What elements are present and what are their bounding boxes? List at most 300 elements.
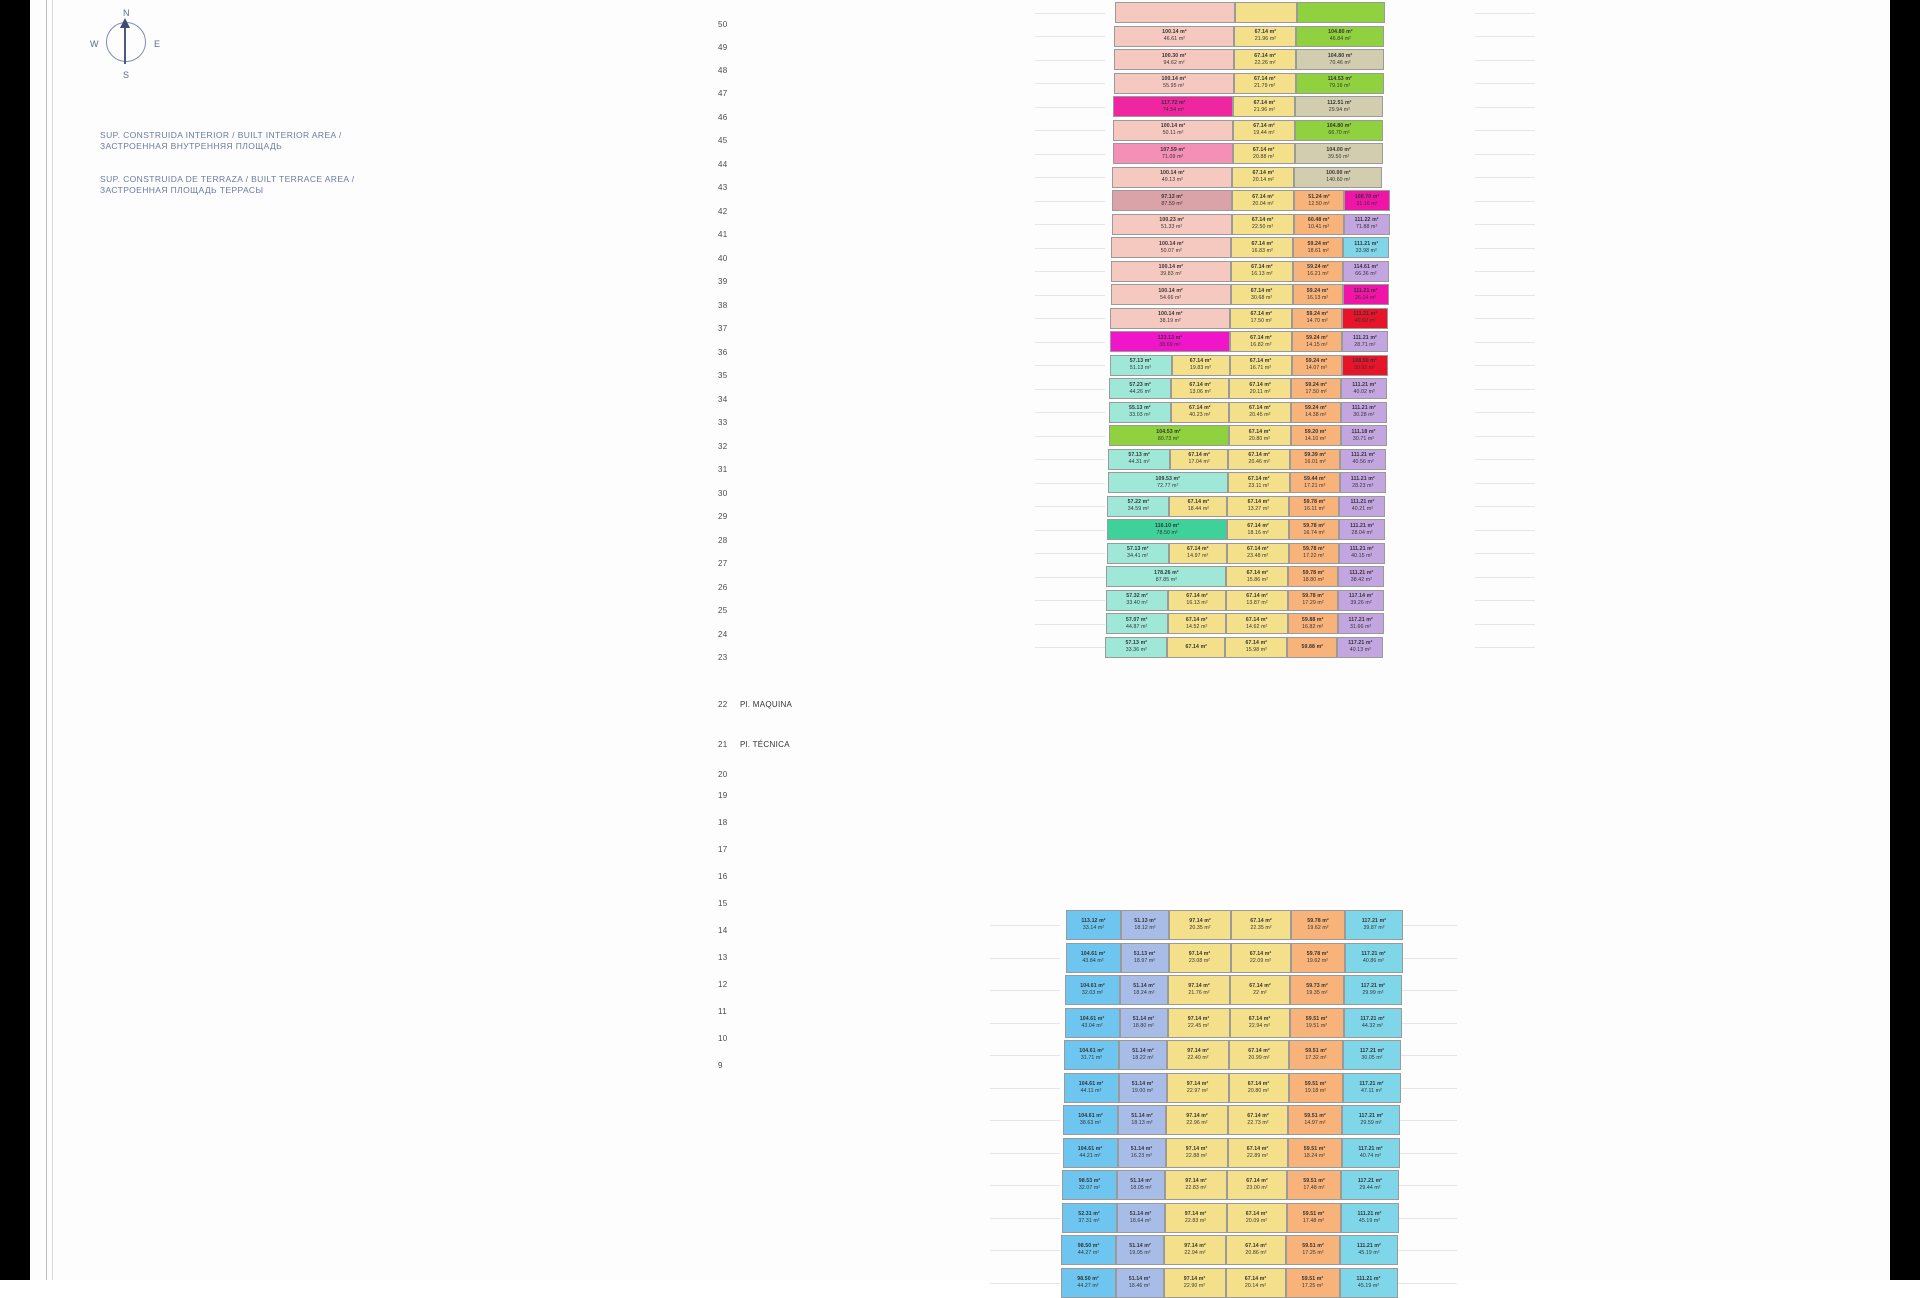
floor-number: 30 <box>718 489 728 498</box>
terrace-area-value: 32.03 m² <box>1081 990 1104 996</box>
interior-area-value: 59.24 m² <box>1305 358 1328 364</box>
unit-area-cell <box>1167 1040 1229 1070</box>
terrace-area-value: 30.68 m² <box>1250 294 1273 301</box>
floor-number: 41 <box>718 230 728 239</box>
interior-area-value: 117.21 m² <box>1361 950 1386 957</box>
interior-area-value: 59.51 m² <box>1304 1080 1327 1087</box>
terrace-area-value: 18.64 m² <box>1129 1217 1152 1224</box>
floor-label <box>718 770 844 779</box>
terrace-area-value: 79.16 m² <box>1329 83 1351 89</box>
floor-label <box>718 1034 844 1043</box>
interior-area-value: 59.73 m² <box>1306 983 1328 989</box>
leader-line <box>1397 1055 1457 1056</box>
terrace-area-value: 33.98 m² <box>1355 247 1377 254</box>
terrace-area-value: 12.50 m² <box>1308 200 1330 207</box>
table-row <box>1066 943 1403 973</box>
unit-area-cell <box>1341 1170 1399 1200</box>
terrace-area-value: 87.59 m² <box>1161 200 1183 207</box>
terrace-area-value: 17.32 m² <box>1305 1055 1327 1061</box>
interior-area-value: 57.07 m² <box>1125 616 1148 623</box>
interior-area-value: 111.21 m² <box>1350 499 1375 505</box>
interior-area-value: 109.53 m² <box>1155 475 1181 482</box>
terrace-area-value: 28.23 m² <box>1352 482 1374 489</box>
interior-area-value: 67.14 m² <box>1253 99 1276 106</box>
terrace-area-value: 34.41 m² <box>1127 553 1149 559</box>
unit-area-cell <box>1227 1203 1287 1233</box>
interior-area-value: 67.14 m² <box>1245 1243 1267 1249</box>
terrace-area-value: 17.22 m² <box>1303 553 1325 559</box>
interior-area-value: 117.14 m² <box>1348 593 1374 599</box>
interior-area-value: 104.61 m² <box>1080 983 1105 989</box>
terrace-area-value: 66.36 m² <box>1355 271 1377 277</box>
unit-area-cell <box>1117 1203 1165 1233</box>
unit-area-cell <box>1116 1235 1164 1265</box>
interior-area-value: 97.14 m² <box>1189 918 1211 924</box>
interior-area-value: 108.70 m² <box>1354 193 1380 200</box>
interior-area-value: 57.23 m² <box>1129 381 1151 388</box>
interior-area-value: 117.21 m² <box>1361 918 1387 924</box>
terrace-area-value: 16.13 m² <box>1251 271 1273 277</box>
interior-area-value: 100.00 m² <box>1326 170 1351 176</box>
terrace-area-value: 45.19 m² <box>1358 1250 1380 1256</box>
unit-area-cell <box>1119 1073 1167 1103</box>
interior-area-value: 67.14 m² <box>1253 123 1275 129</box>
terrace-area-value: 18.24 m² <box>1133 990 1155 996</box>
unit-area-cell <box>1166 1105 1228 1135</box>
terrace-area-value: 22.96 m² <box>1186 1120 1208 1126</box>
compass-label-north: N <box>123 8 130 18</box>
interior-area-value: 57.22 m² <box>1127 499 1150 505</box>
legend-line-terrace-1: SUP. CONSTRUIDA DE TERRAZA / BUILT TERRACE AREA / <box>100 174 355 184</box>
interior-area-value: 111.21 m² <box>1357 1243 1381 1249</box>
unit-area-cell <box>1344 975 1402 1005</box>
interior-area-value: 59.78 m² <box>1302 593 1324 599</box>
interior-area-value: 100.14 m² <box>1160 123 1186 129</box>
interior-area-value: 98.53 m² <box>1078 1178 1101 1184</box>
terrace-area-value: 38.19 m² <box>1159 318 1181 324</box>
interior-area-value: 117.72 m² <box>1161 99 1186 106</box>
terrace-area-value: 72.77 m² <box>1157 482 1179 489</box>
interior-area-value: 104.53 m² <box>1156 428 1181 435</box>
interior-area-value: 67.14 m² <box>1248 452 1270 458</box>
interior-area-value: 100.14 m² <box>1160 170 1185 176</box>
unit-area-cell <box>1344 1008 1402 1038</box>
interior-area-value: 111.21 m² <box>1350 522 1375 529</box>
terrace-area-value: 37.31 m² <box>1078 1217 1100 1224</box>
terrace-area-value: 94.62 m² <box>1163 59 1185 66</box>
interior-area-value: 117.21 m² <box>1360 983 1386 989</box>
leader-line <box>1035 624 1105 625</box>
interior-area-value: 97.14 m² <box>1187 1015 1210 1022</box>
terrace-area-value: 32.07 m² <box>1078 1185 1101 1191</box>
terrace-area-value: 21.76 m² <box>1188 990 1210 996</box>
terrace-area-value: 80.73 m² <box>1157 435 1180 442</box>
unit-area-cell <box>1164 1235 1226 1265</box>
terrace-area-value: 21.79 m² <box>1254 83 1276 89</box>
terrace-area-value: 17.50 m² <box>1305 388 1327 395</box>
terrace-area-value: 51.33 m² <box>1161 224 1183 230</box>
interior-area-value: 67.14 m² <box>1186 593 1208 599</box>
terrace-area-value: 18.97 m² <box>1133 957 1156 964</box>
terrace-area-value: 22 m² <box>1253 990 1267 996</box>
leader-line <box>1397 990 1457 991</box>
terrace-area-value: 40.56 m² <box>1352 459 1374 465</box>
unit-area-cell <box>1341 1203 1399 1233</box>
terrace-area-value: 17.29 m² <box>1302 600 1324 606</box>
interior-area-value: 100.14 m² <box>1157 311 1183 317</box>
terrace-area-value: 13.27 m² <box>1247 506 1270 512</box>
leader-line <box>990 958 1060 959</box>
table-row <box>1061 1268 1398 1298</box>
terrace-area-value: 30.71 m² <box>1352 435 1375 442</box>
terrace-area-value: 21.96 m² <box>1254 36 1277 42</box>
interior-area-value: 51.14 m² <box>1133 983 1155 989</box>
floor-number: 12 <box>718 980 728 989</box>
interior-area-value: 104.61 m² <box>1080 950 1106 957</box>
terrace-area-value: 15.86 m² <box>1246 576 1269 583</box>
terrace-area-value: 22.50 m² <box>1252 224 1274 230</box>
interior-area-value: 51.14 m² <box>1131 1113 1153 1119</box>
leader-line <box>1397 1185 1457 1186</box>
terrace-area-value: 19.62 m² <box>1306 957 1329 964</box>
unit-area-cell <box>1168 1008 1230 1038</box>
terrace-area-value: 16.21 m² <box>1307 271 1329 277</box>
unit-area-cell <box>1230 975 1290 1005</box>
sheet-content <box>30 0 1890 1289</box>
interior-area-value: 67.14 m² <box>1246 593 1268 599</box>
terrace-area-value: 20.80 m² <box>1248 435 1271 442</box>
interior-area-value: 100.14 m² <box>1158 287 1183 294</box>
unit-area-cell <box>1065 975 1120 1005</box>
unit-area-cell <box>1105 637 1167 658</box>
terrace-area-value: 19.44 m² <box>1253 130 1275 136</box>
terrace-area-value: 40.86 m² <box>1362 957 1385 964</box>
interior-area-value: 59.51 m² <box>1301 1275 1324 1282</box>
interior-area-value: 52.31 m² <box>1078 1210 1100 1217</box>
terrace-area-value: 40.21 m² <box>1351 506 1374 512</box>
floor-name: Pl. TÉCNICA <box>740 740 790 749</box>
terrace-area-value: 22.40 m² <box>1187 1055 1209 1061</box>
unit-area-cell <box>1343 1073 1401 1103</box>
floor-number: 26 <box>718 583 728 592</box>
interior-area-value: 111.21 m² <box>1349 569 1374 576</box>
interior-area-value: 111.21 m² <box>1353 287 1378 294</box>
unit-area-cell <box>1231 943 1291 973</box>
terrace-area-value: 44.31 m² <box>1128 459 1150 465</box>
unit-area-cell <box>1120 1008 1168 1038</box>
floor-label <box>718 818 844 827</box>
interior-area-value: 111.21 m² <box>1357 1210 1382 1217</box>
unit-area-cell <box>1286 1268 1340 1298</box>
unit-area-cell <box>1118 1105 1166 1135</box>
interior-area-value: 111.21 m² <box>1351 405 1376 411</box>
leader-line <box>1397 1250 1457 1251</box>
terrace-area-value: 29.59 m² <box>1360 1120 1382 1126</box>
interior-area-value: 111.21 m² <box>1352 334 1377 341</box>
terrace-area-value: 13.87 m² <box>1246 600 1268 606</box>
interior-area-value: 107.59 m² <box>1160 146 1185 153</box>
terrace-area-value: 33.36 m² <box>1125 647 1147 653</box>
interior-area-value: 104.61 m² <box>1079 1048 1104 1054</box>
unit-area-cell <box>1345 910 1403 940</box>
floor-number: 43 <box>718 183 728 192</box>
interior-area-value: 67.14 m² <box>1248 475 1270 482</box>
interior-area-value: 117.21 m² <box>1348 640 1373 646</box>
interior-area-value: 100.14 m² <box>1158 264 1184 270</box>
table-row <box>1106 590 1384 611</box>
floor-number: 34 <box>718 395 728 404</box>
floor-number: 9 <box>718 1061 723 1070</box>
interior-area-value: 57.13 m² <box>1125 640 1148 646</box>
leader-line <box>990 990 1060 991</box>
floor-label <box>718 740 844 749</box>
interior-area-value: 67.14 m² <box>1189 358 1212 364</box>
interior-area-value: 111.18 m² <box>1351 428 1376 435</box>
floor-number: 36 <box>718 348 728 357</box>
interior-area-value: 59.24 m² <box>1306 287 1329 294</box>
leader-line <box>1397 1120 1457 1121</box>
terrace-area-value: 49.13 m² <box>1161 177 1183 183</box>
interior-area-value: 59.20 m² <box>1304 428 1327 435</box>
terrace-area-value: 10.41 m² <box>1308 224 1330 230</box>
interior-area-value: 108.50 m² <box>1352 358 1377 364</box>
unit-area-cell <box>1338 566 1384 587</box>
leader-line <box>990 1283 1060 1284</box>
interior-area-value: 51.14 m² <box>1131 1080 1154 1087</box>
terrace-area-value: 22.90 m² <box>1183 1282 1206 1289</box>
interior-area-value: 67.14 m² <box>1246 569 1269 576</box>
interior-area-value: 59.44 m² <box>1304 475 1326 482</box>
unit-area-cell <box>1066 910 1121 940</box>
interior-area-value: 67.14 m² <box>1251 240 1274 247</box>
terrace-area-value: 18.22 m² <box>1132 1055 1154 1061</box>
terrace-area-value: 22.26 m² <box>1254 59 1276 66</box>
compass-label-east: E <box>154 39 161 49</box>
unit-area-cell <box>1167 1073 1229 1103</box>
terrace-area-value: 18.44 m² <box>1187 506 1210 512</box>
unit-area-cell <box>1063 1105 1118 1135</box>
terrace-area-value: 17.21 m² <box>1304 482 1326 489</box>
terrace-area-value: 30.05 m² <box>1361 1055 1383 1061</box>
unit-area-cell <box>1230 1008 1290 1038</box>
terrace-area-value: 33.03 m² <box>1129 412 1151 418</box>
leader-line <box>1397 1218 1457 1219</box>
letterbox-left <box>0 0 30 1280</box>
terrace-area-value: 13.06 m² <box>1189 388 1211 395</box>
unit-area-cell <box>1291 910 1345 940</box>
unit-area-cell <box>1062 1203 1117 1233</box>
interior-area-value: 117.21 m² <box>1360 1015 1385 1022</box>
interior-area-value: 123.13 m² <box>1157 334 1183 341</box>
interior-area-value: 51.14 m² <box>1132 1015 1155 1022</box>
floor-number: 42 <box>718 207 728 216</box>
terrace-area-value: 16.23 m² <box>1130 1152 1153 1159</box>
interior-area-value: 59.78 m² <box>1303 522 1325 529</box>
floor-number: 33 <box>718 418 728 427</box>
terrace-area-value: 45.19 m² <box>1357 1282 1380 1289</box>
interior-area-value: 59.24 m² <box>1305 405 1327 411</box>
unit-area-cell <box>1169 943 1231 973</box>
terrace-area-value: 16.11 m² <box>1303 506 1325 512</box>
floor-number: 28 <box>718 536 728 545</box>
unit-area-cell <box>1290 1008 1344 1038</box>
floor-number: 44 <box>718 160 728 169</box>
terrace-area-value: 23.48 m² <box>1247 553 1269 559</box>
interior-area-value: 51.14 m² <box>1129 1210 1152 1217</box>
floor-number: 31 <box>718 465 728 474</box>
floor-number: 24 <box>718 630 728 639</box>
interior-area-value: 97.14 m² <box>1186 1080 1209 1087</box>
table-row <box>1065 975 1402 1005</box>
unit-area-cell <box>1118 1138 1166 1168</box>
interior-area-value: 67.14 m² <box>1252 193 1274 200</box>
leader-line <box>1035 577 1105 578</box>
floor-number: 10 <box>718 1034 728 1043</box>
terrace-area-value: 19.83 m² <box>1189 365 1212 371</box>
floor-number: 50 <box>718 20 728 29</box>
terrace-area-value: 15.98 m² <box>1245 647 1267 653</box>
interior-area-value: 67.14 m² <box>1254 29 1277 35</box>
letterbox-right <box>1890 0 1920 1280</box>
interior-area-value: 67.14 m² <box>1247 1080 1270 1087</box>
interior-area-value: 97.14 m² <box>1185 1145 1208 1152</box>
floor-number: 39 <box>718 277 728 286</box>
terrace-area-value: 44.87 m² <box>1126 623 1148 630</box>
unit-area-cell <box>1117 1170 1165 1200</box>
terrace-area-value: 40.15 m² <box>1351 553 1373 559</box>
terrace-area-value: 17.25 m² <box>1301 1282 1324 1289</box>
unit-area-cell <box>1289 1073 1343 1103</box>
floor-number: 38 <box>718 301 728 310</box>
terrace-area-value: 22.73 m² <box>1247 1120 1269 1126</box>
leader-line <box>990 1218 1060 1219</box>
floor-number: 37 <box>718 324 728 333</box>
floor-number: 17 <box>718 845 728 854</box>
interior-area-value: 67.14 m² <box>1244 1275 1267 1282</box>
terrace-area-value: 28.71 m² <box>1354 341 1376 348</box>
table-row <box>1061 1235 1398 1265</box>
terrace-area-value: 20.11 m² <box>1249 388 1271 395</box>
terrace-area-value: 40.02 m² <box>1353 388 1375 395</box>
terrace-area-value: 18.46 m² <box>1128 1282 1151 1289</box>
interior-area-value: 104.61 m² <box>1078 1113 1103 1119</box>
terrace-area-value: 20.35 m² <box>1189 925 1211 931</box>
terrace-area-value: 30.28 m² <box>1353 412 1375 418</box>
unit-area-cell <box>1064 1040 1119 1070</box>
terrace-area-value: 17.48 m² <box>1303 1185 1325 1191</box>
terrace-area-value: 16.13 m² <box>1186 600 1208 606</box>
interior-area-value: 51.14 m² <box>1130 1178 1152 1184</box>
table-row <box>1106 613 1384 634</box>
unit-area-cell <box>1165 1203 1227 1233</box>
terrace-area-value: 18.24 m² <box>1303 1152 1326 1159</box>
unit-area-cell <box>1120 975 1168 1005</box>
unit-area-cell <box>1121 910 1169 940</box>
terrace-area-value: 19.05 m² <box>1129 1250 1151 1256</box>
terrace-area-value: 50.11 m² <box>1162 130 1184 136</box>
terrace-area-value: 20.14 m² <box>1252 177 1274 183</box>
leader-line <box>990 1250 1060 1251</box>
unit-area-cell <box>1343 1040 1401 1070</box>
interior-area-value: 51.14 m² <box>1130 1145 1153 1152</box>
interior-area-value: 59.24 m² <box>1306 334 1328 341</box>
terrace-area-value: 71.09 m² <box>1162 153 1184 160</box>
terrace-area-value: 33.40 m² <box>1126 600 1148 606</box>
unit-area-cell <box>1228 1105 1288 1135</box>
unit-area-cell <box>1227 1170 1287 1200</box>
interior-area-value: 100.14 m² <box>1161 76 1187 82</box>
unit-area-cell <box>1342 1105 1400 1135</box>
interior-area-value: 111.21 m² <box>1349 546 1374 552</box>
terrace-area-value: 43.84 m² <box>1082 957 1104 964</box>
terrace-area-value: 30.92 m² <box>1353 365 1376 371</box>
interior-area-value: 97.14 m² <box>1183 1275 1206 1282</box>
interior-area-value: 59.24 m² <box>1306 311 1329 317</box>
terrace-area-value: 14.52 m² <box>1186 623 1208 630</box>
terrace-area-value: 23.00 m² <box>1246 1185 1268 1191</box>
floor-number: 27 <box>718 559 728 568</box>
interior-area-value: 117.21 m² <box>1357 1178 1383 1184</box>
floor-number: 48 <box>718 66 728 75</box>
interior-area-value: 67.14 m² <box>1246 1178 1268 1184</box>
unit-area-cell <box>1229 1073 1289 1103</box>
unit-area-cell <box>1119 1040 1167 1070</box>
interior-area-value: 104.61 m² <box>1079 1015 1105 1022</box>
unit-area-cell <box>1225 637 1287 658</box>
interior-area-value: 67.14 m² <box>1248 1015 1271 1022</box>
terrace-area-value: 20.04 m² <box>1252 200 1274 207</box>
terrace-area-value: 16.71 m² <box>1249 365 1272 371</box>
interior-area-value: 57.13 m² <box>1129 358 1152 364</box>
floor-number: 14 <box>718 926 728 935</box>
leader-line <box>1397 1153 1457 1154</box>
unit-area-cell <box>1066 943 1121 973</box>
terrace-area-value: 33.14 m² <box>1082 925 1105 931</box>
unit-area-cell <box>1164 1268 1226 1298</box>
interior-area-value: 97.14 m² <box>1188 950 1211 957</box>
interior-area-value: 59.51 m² <box>1305 1048 1327 1054</box>
interior-area-value: 67.14 m² <box>1247 522 1269 529</box>
unit-area-cell <box>1229 1040 1289 1070</box>
table-row <box>1062 1203 1399 1233</box>
unit-area-cell <box>1061 1268 1116 1298</box>
terrace-area-value: 18.12 m² <box>1134 925 1156 931</box>
unit-area-cell <box>1340 1268 1398 1298</box>
interior-area-value: 117.21 m² <box>1358 1113 1384 1119</box>
terrace-area-value: 38.42 m² <box>1350 576 1373 583</box>
interior-area-value: 67.14 m² <box>1250 311 1273 317</box>
interior-area-value: 57.13 m² <box>1128 452 1150 458</box>
floor-number: 49 <box>718 43 728 52</box>
interior-area-value: 67.14 m² <box>1249 405 1271 411</box>
interior-area-value: 59.39 m² <box>1304 452 1326 458</box>
leader-line <box>990 1023 1060 1024</box>
terrace-area-value: 20.45 m² <box>1249 412 1271 418</box>
interior-area-value: 67.14 m² <box>1250 334 1272 341</box>
terrace-area-value: 22.89 m² <box>1246 1152 1269 1159</box>
floor-number: 25 <box>718 606 728 615</box>
unit-area-cell <box>1168 975 1230 1005</box>
terrace-area-value: 38.69 m² <box>1159 341 1181 348</box>
interior-area-value: 67.14 m² <box>1246 1145 1269 1152</box>
table-row <box>1064 1073 1401 1103</box>
interior-area-value: 178.26 m² <box>1154 569 1179 576</box>
interior-area-value: 100.14 m² <box>1159 240 1184 247</box>
terrace-area-value: 44.27 m² <box>1077 1282 1099 1289</box>
terrace-area-value: 22.94 m² <box>1248 1022 1271 1029</box>
interior-area-value: 100.14 m² <box>1162 29 1187 35</box>
terrace-area-value: 87.85 m² <box>1155 576 1178 583</box>
